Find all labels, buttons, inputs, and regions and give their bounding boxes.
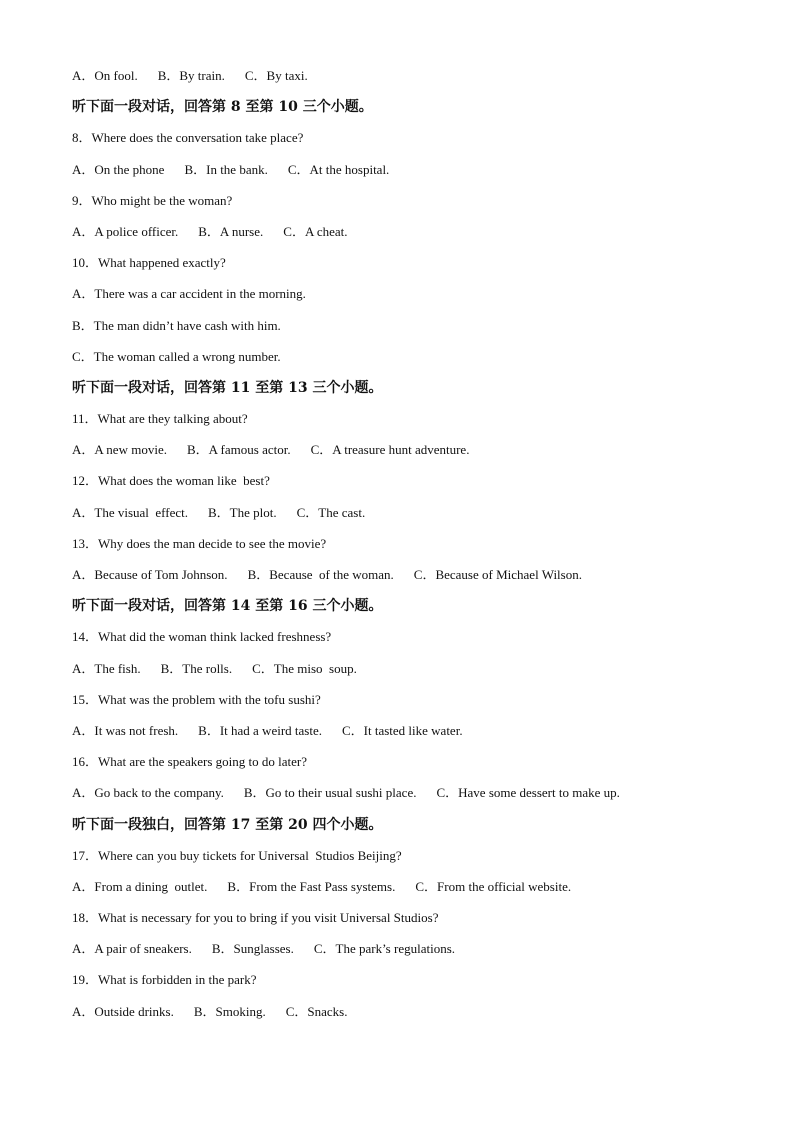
- option-10b: B．The man didn’t have cash with him.: [72, 317, 281, 333]
- option-a: A．The visual effect.: [72, 504, 188, 520]
- option-a: A．A new movie.: [72, 442, 167, 458]
- options-q14: [72, 656, 752, 687]
- option-a: A．From a dining outlet.: [72, 878, 208, 894]
- section-heading-14-16: 听下面一段对话，回答第 14 至第 16 三个小题。: [72, 598, 383, 615]
- option-b: B．Smoking.: [193, 1003, 266, 1019]
- option-b: B．Go to their usual sushi place.: [243, 785, 417, 801]
- question-19: 19．What is forbidden in the park?: [72, 972, 257, 988]
- question-13: 13．Why does the man decide to see the movie?: [72, 535, 327, 551]
- options-q12: [72, 500, 752, 531]
- option-c: C．The miso soup.: [252, 660, 357, 676]
- option-b: B．The plot.: [208, 504, 277, 520]
- question-12: 12．What does the woman like best?: [72, 473, 270, 489]
- option-b: B．From the Fast Pass systems.: [227, 878, 396, 894]
- option-a: A．On fool.: [72, 68, 138, 83]
- option-b: B．A nurse.: [198, 223, 264, 239]
- option-c: C．Because of Michael Wilson.: [413, 567, 582, 582]
- option-c: C．The cast.: [296, 504, 366, 520]
- question-9: 9．Who might be the woman?: [72, 192, 233, 208]
- option-c: C．Have some dessert to make up.: [436, 785, 620, 801]
- option-a: A．A police officer.: [72, 223, 179, 239]
- section-heading-8-10: 听下面一段对话，回答第 8 至第 10 三个小题。: [72, 99, 373, 116]
- option-a: A．The fish.: [72, 660, 141, 676]
- option-c: C．Snacks.: [285, 1003, 348, 1019]
- option-a: A．Outside drinks.: [72, 1003, 174, 1019]
- option-b: B．It had a weird taste.: [198, 722, 322, 738]
- question-18: 18．What is necessary for you to bring if you visit Universal Studios?: [72, 910, 439, 926]
- option-c: C．By taxi.: [244, 68, 308, 83]
- question-8: 8．Where does the conversation take place?: [72, 130, 304, 146]
- option-a: A．It was not fresh.: [72, 722, 179, 738]
- option-c: C．A treasure hunt adventure.: [310, 442, 470, 458]
- options-q13: [72, 562, 752, 593]
- option-a: A．Go back to the company.: [72, 785, 224, 801]
- options-q19: [72, 999, 752, 1030]
- option-10c: C．The woman called a wrong number.: [72, 348, 281, 364]
- options-q11: [72, 437, 752, 468]
- option-a: A．A pair of sneakers.: [72, 941, 192, 957]
- options-q8: [72, 157, 752, 188]
- options-q9: [72, 219, 752, 250]
- option-b: B．A famous actor.: [186, 442, 291, 458]
- question-11: 11．What are they talking about?: [72, 411, 248, 427]
- option-b: B．By train.: [157, 68, 225, 83]
- question-17: 17．Where can you buy tickets for Universal Studios Beijing?: [72, 847, 402, 863]
- options-q18: [72, 936, 752, 967]
- options-q16: [72, 780, 752, 811]
- option-b: B．The rolls.: [160, 660, 233, 676]
- option-10a: A．There was a car accident in the morning.: [72, 286, 306, 302]
- options-q7: [72, 63, 752, 94]
- option-c: C．A cheat.: [283, 223, 348, 239]
- options-q17: [72, 874, 752, 905]
- option-b: B．In the bank.: [184, 161, 268, 177]
- section-heading-17-20: 听下面一段独白，回答第 17 至第 20 四个小题。: [72, 816, 383, 833]
- section-heading-11-13: 听下面一段对话，回答第 11 至第 13 三个小题。: [72, 379, 383, 396]
- exam-page: [72, 63, 752, 1030]
- question-14: 14．What did the woman think lacked freshness?: [72, 629, 332, 645]
- question-16: 16．What are the speakers going to do later?: [72, 754, 307, 770]
- option-c: C．It tasted like water.: [341, 722, 463, 738]
- question-10: 10．What happened exactly?: [72, 255, 226, 271]
- option-c: C．From the official website.: [415, 878, 572, 894]
- option-b: B．Because of the woman.: [247, 567, 394, 582]
- option-a: A．On the phone: [72, 161, 165, 177]
- option-c: C．At the hospital.: [287, 161, 390, 177]
- option-b: B．Sunglasses.: [211, 941, 294, 957]
- question-15: 15．What was the problem with the tofu sushi?: [72, 691, 321, 707]
- options-q15: [72, 718, 752, 749]
- option-c: C．The park’s regulations.: [313, 941, 456, 957]
- option-a: A．Because of Tom Johnson.: [72, 567, 228, 582]
